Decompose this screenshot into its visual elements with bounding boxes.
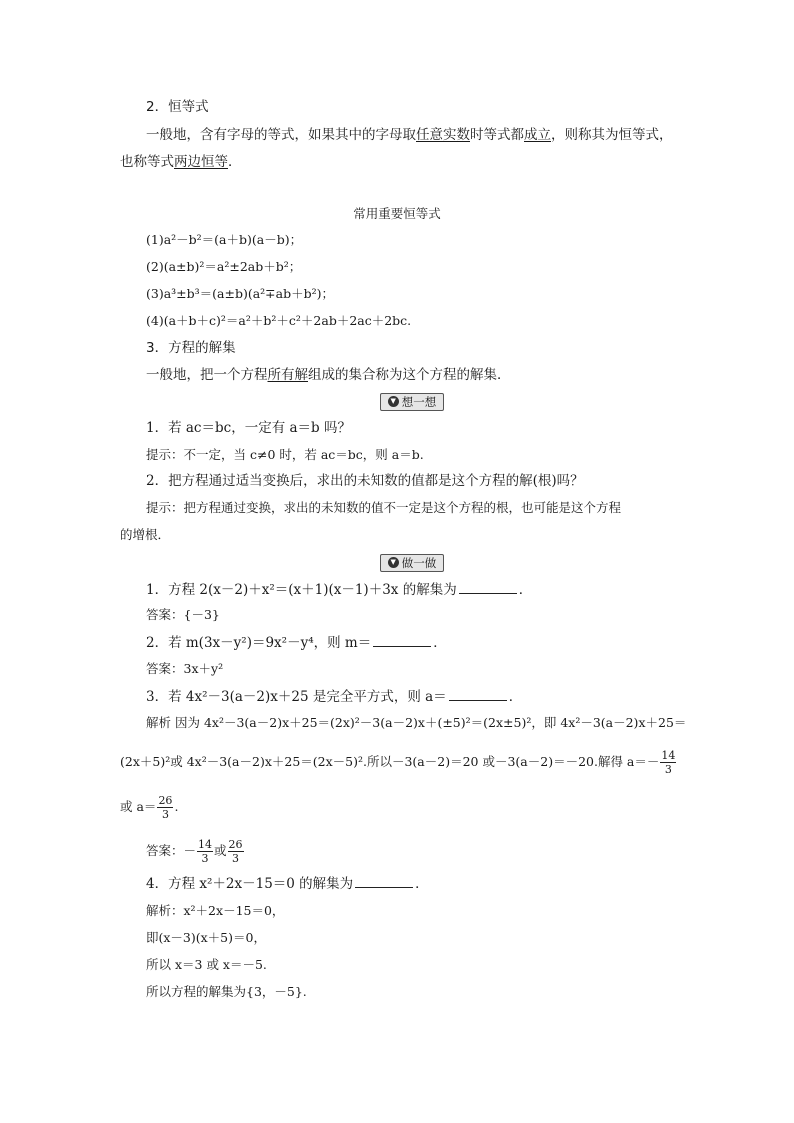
think-question-1: 1．若 ac＝bc，一定有 a＝b 吗？ <box>146 420 351 436</box>
identity-formula-4: (4)(a＋b＋c)²＝a²＋b²＋c²＋2ab＋2ac＋2bc. <box>146 313 412 328</box>
practice-explanation-3-line1: 解析 因为 4x²－3(a－2)x＋25＝(2x)²－3(a－2)x＋(±5)²＝(2x±5)²，即 4x²－3(a－2)x＋25＝ <box>146 715 687 730</box>
practice-question-4: 4．方程 x²＋2x－15＝0 的解集为 ． <box>146 876 429 892</box>
practice-question-1: 1．方程 2(x－2)＋x²＝(x＋1)(x－1)＋3x 的解集为 ． <box>146 582 533 598</box>
answer-blank <box>355 874 413 888</box>
practice-answer-2: 答案：3x＋y² <box>146 661 224 676</box>
identity-definition-line2: 也称等式两边恒等． <box>120 154 242 170</box>
practice-explanation-4-line2: 即(x－3)(x＋5)＝0， <box>146 930 266 945</box>
underlined-any-real: 任意实数 <box>416 127 470 143</box>
answer-blank <box>449 687 507 701</box>
practice-explanation-3-line2: (2x＋5)²或 4x²－3(a－2)x＋25＝(2x－5)².所以－3(a－2)＝20 或－3(a－2)＝－20.解得 a＝－ $\frac{14}{3}$ <box>120 749 676 776</box>
section-heading-solution-set: 3．方程的解集 <box>146 340 236 356</box>
practice-question-2: 2．若 m(3x－y²)＝9x²－y⁴，则 m＝ ． <box>146 635 447 651</box>
think-question-2: 2．把方程通过适当变换后，求出的未知数的值都是这个方程的解(根)吗？ <box>146 473 584 489</box>
identity-formula-3: (3)a³±b³＝(a±b)(a²∓ab＋b²)； <box>146 286 334 301</box>
practice-question-3: 3．若 4x²－3(a－2)x＋25 是完全平方式，则 a＝ ． <box>146 689 523 705</box>
practice-explanation-4-line3: 所以 x＝3 或 x＝－5. <box>146 957 267 972</box>
identity-definition-line1: 一般地，含有字母的等式，如果其中的字母取任意实数时等式都成立，则称其为恒等式， <box>146 127 673 143</box>
fraction-14-3: $\frac{14}{3}$ <box>198 838 213 865</box>
practice-explanation-4-line4: 所以方程的解集为{3，－5}. <box>146 984 307 999</box>
identity-formula-1: (1)a²－b²＝(a＋b)(a－b)； <box>146 232 303 247</box>
answer-blank <box>373 633 431 647</box>
practice-explanation-4-line1: 解析：x²＋2x－15＝0， <box>146 903 285 918</box>
triangle-down-icon: ▼ <box>388 557 399 568</box>
practice-badge: ▼ 做一做 <box>380 554 444 572</box>
think-hint-2-line1: 提示：把方程通过变换，求出的未知数的值不一定是这个方程的根，也可能是这个方程 <box>146 500 622 515</box>
underlined-both-sides: 两边恒等 <box>174 154 228 170</box>
identities-title: 常用重要恒等式 <box>353 206 441 221</box>
solution-set-definition: 一般地，把一个方程所有解组成的集合称为这个方程的解集． <box>146 367 511 383</box>
section-heading-identity: 2．恒等式 <box>146 99 209 115</box>
identity-formula-2: (2)(a±b)²＝a²±2ab＋b²； <box>146 259 302 274</box>
triangle-down-icon: ▼ <box>388 396 399 407</box>
think-hint-1: 提示：不一定，当 c≠0 时，若 ac＝bc，则 a＝b. <box>146 447 424 462</box>
practice-explanation-3-line3: 或 a＝ $\frac{26}{3}$ . <box>120 794 179 821</box>
practice-answer-3: 答案：－ $\frac{14}{3}$ 或 $\frac{26}{3}$ <box>146 838 243 865</box>
underlined-all-solutions: 所有解 <box>267 367 308 383</box>
think-hint-2-line2: 的增根． <box>120 527 171 542</box>
fraction-14-3: $\frac{14}{3}$ <box>661 749 676 776</box>
answer-blank <box>459 580 517 594</box>
fraction-26-3: $\frac{26}{3}$ <box>158 794 173 821</box>
practice-answer-1: 答案：{－3} <box>146 607 220 622</box>
underlined-holds: 成立 <box>524 127 551 143</box>
fraction-26-3: $\frac{26}{3}$ <box>228 838 243 865</box>
think-badge: ▼ 想一想 <box>380 393 444 411</box>
